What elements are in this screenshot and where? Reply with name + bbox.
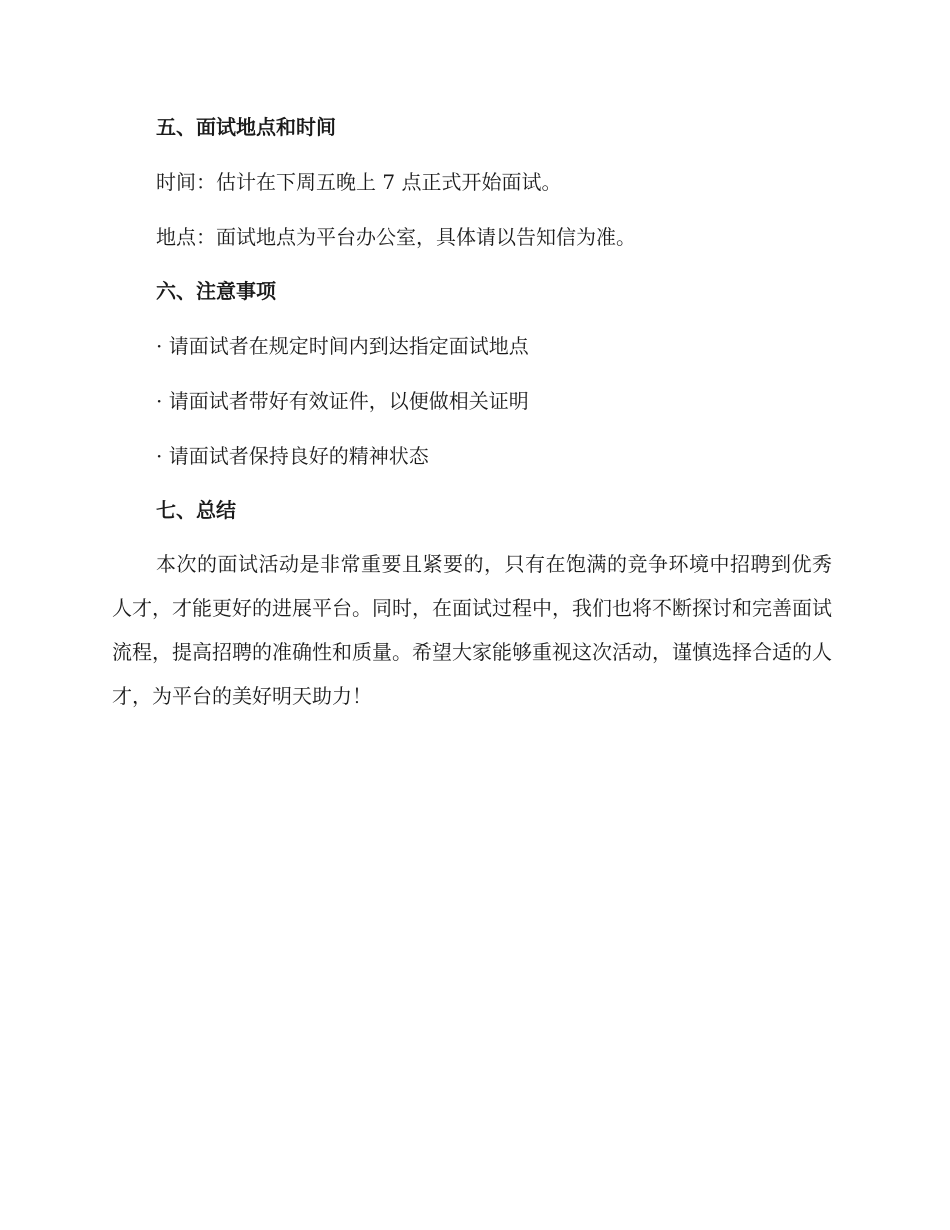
section6-heading: 六、注意事项 bbox=[156, 279, 276, 303]
notice-item: · 请面试者保持良好的精神状态 bbox=[156, 444, 429, 468]
notice-item: · 请面试者带好有效证件，以便做相关证明 bbox=[156, 389, 529, 413]
interview-time-text: 时间：估计在下周五晚上 7 点正式开始面试。 bbox=[156, 170, 562, 194]
summary-paragraph: 本次的面试活动是非常重要且紧要的，只有在饱满的竞争环境中招聘到优秀人才，才能更好的进展平台。同时，在面试过程中，我们也将不断探讨和完善面试流程，提高招聘的准确性和质量。希望大家能够重视这次活动，谨慎选择合适的人才，为平台的美好明天助力！ bbox=[112, 552, 832, 708]
section5-heading: 五、面试地点和时间 bbox=[156, 115, 336, 139]
section7-heading: 七、总结 bbox=[156, 498, 236, 522]
notice-item: · 请面试者在规定时间内到达指定面试地点 bbox=[156, 334, 529, 358]
interview-place-text: 地点：面试地点为平台办公室，具体请以告知信为准。 bbox=[156, 225, 636, 249]
